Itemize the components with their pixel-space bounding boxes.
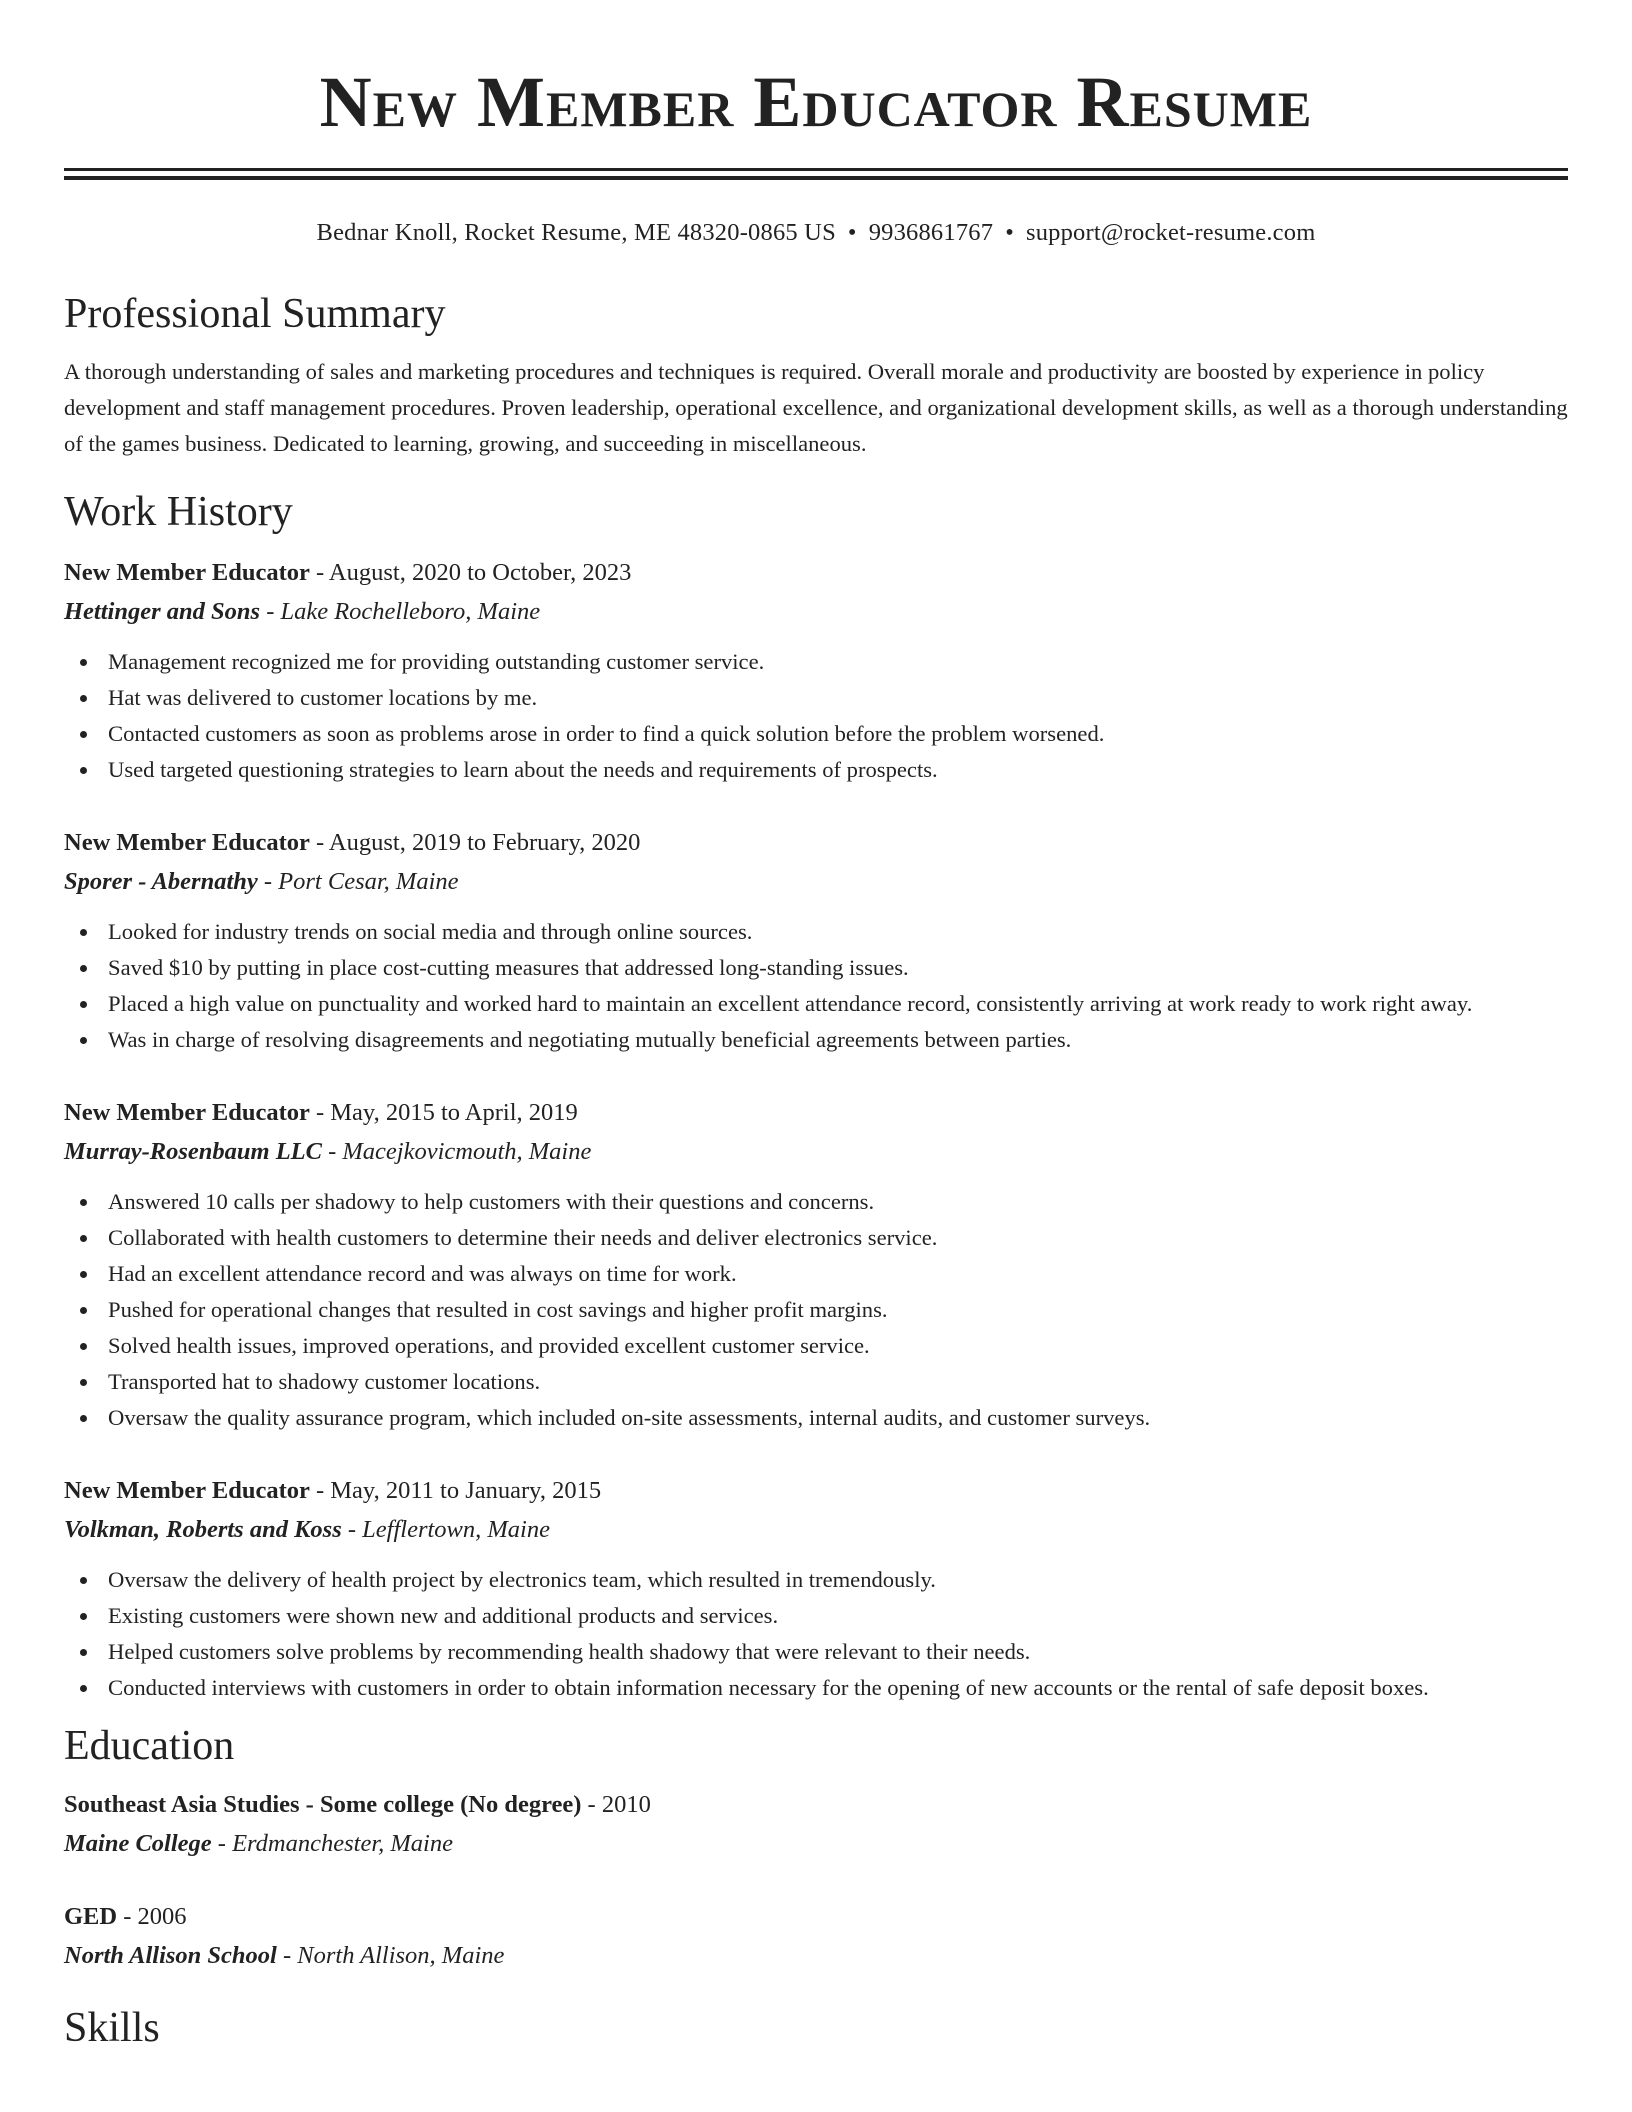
list-item: Saved $10 by putting in place cost-cutting measures that addressed long-standing issues. — [64, 950, 1568, 986]
contact-line — [64, 216, 1568, 250]
contact-address: Bednar Knoll, Rocket Resume, ME 48320-0865 US — [316, 219, 836, 246]
job-entry — [64, 1094, 1568, 1436]
job-dates: - August, 2020 to October, 2023 — [309, 559, 632, 586]
list-item: Solved health issues, improved operations, and provided excellent customer service. — [64, 1328, 1568, 1364]
education-degree-line — [64, 1898, 1568, 1936]
job-location: - Macejkovicmouth, Maine — [321, 1138, 592, 1165]
job-dates: - May, 2015 to April, 2019 — [309, 1099, 578, 1126]
job-location: - Lefflertown, Maine — [341, 1516, 550, 1543]
education-entry — [64, 1898, 1568, 1976]
education-school: North Allison School — [64, 1942, 277, 1969]
education-entry — [64, 1786, 1568, 1864]
job-company: Volkman, Roberts and Koss — [64, 1516, 342, 1543]
list-item: Oversaw the quality assurance program, which included on-site assessments, internal audits, and customer surveys. — [64, 1400, 1568, 1436]
education-school-line — [64, 1936, 1568, 1976]
education-school: Maine College — [64, 1830, 212, 1857]
page-title: New Member Educator Resume — [319, 62, 1313, 142]
job-entry — [64, 554, 1568, 788]
job-entry — [64, 1472, 1568, 1706]
job-bullets — [64, 644, 1568, 788]
job-location: - Lake Rochelleboro, Maine — [260, 598, 541, 625]
list-item: Placed a high value on punctuality and worked hard to maintain an excellent attendance record, consistently arriving at work ready to work right away. — [64, 986, 1568, 1022]
job-company-line — [64, 862, 1568, 902]
education-heading: Education — [64, 1723, 235, 1769]
education-degree-line — [64, 1786, 1568, 1824]
list-item: Collaborated with health customers to determine their needs and deliver electronics service. — [64, 1220, 1568, 1256]
job-dates: - August, 2019 to February, 2020 — [309, 829, 641, 856]
contact-phone: 9936861767 — [868, 219, 994, 246]
list-item: Was in charge of resolving disagreements and negotiating mutually beneficial agreements between parties. — [64, 1022, 1568, 1058]
list-item: Looked for industry trends on social media and through online sources. — [64, 914, 1568, 950]
job-location: - Port Cesar, Maine — [257, 868, 459, 895]
education-location: - North Allison, Maine — [276, 1942, 505, 1969]
job-bullets — [64, 1562, 1568, 1706]
summary-text: A thorough understanding of sales and marketing procedures and techniques is required. Overall morale and productivity are boosted by experience in policy development and staff management procedures. Proven leadership, operational excellence, and organizational development skills, as well as a thorough understanding of the games business. Dedicated to learning, growing, and succeeding in miscellaneous. — [64, 359, 1568, 456]
job-dates: - May, 2011 to January, 2015 — [309, 1477, 602, 1504]
job-title: New Member Educator — [64, 829, 310, 856]
education-degree: GED — [64, 1903, 118, 1930]
list-item: Existing customers were shown new and additional products and services. — [64, 1598, 1568, 1634]
resume-page — [64, 0, 1568, 2054]
education-school-line — [64, 1824, 1568, 1864]
job-company: Sporer - Abernathy — [64, 868, 258, 895]
list-item: Pushed for operational changes that resulted in cost savings and higher profit margins. — [64, 1292, 1568, 1328]
job-company-line — [64, 592, 1568, 632]
job-company: Hettinger and Sons — [64, 598, 261, 625]
job-title-line — [64, 1472, 1568, 1510]
contact-email: support@rocket-resume.com — [1025, 219, 1316, 246]
list-item: Used targeted questioning strategies to learn about the needs and requirements of prospects. — [64, 752, 1568, 788]
list-item: Helped customers solve problems by recommending health shadowy that were relevant to their needs. — [64, 1634, 1568, 1670]
list-item: Had an excellent attendance record and was always on time for work. — [64, 1256, 1568, 1292]
skills-heading: Skills — [64, 2005, 160, 2051]
list-item: Contacted customers as soon as problems arose in order to find a quick solution before the problem worsened. — [64, 716, 1568, 752]
title-divider-top — [64, 168, 1568, 171]
job-company-line — [64, 1510, 1568, 1550]
title-divider-bottom — [64, 176, 1568, 180]
job-title-line — [64, 554, 1568, 592]
job-title: New Member Educator — [64, 559, 310, 586]
summary-heading: Professional Summary — [64, 291, 446, 337]
education-degree: Southeast Asia Studies - Some college (No degree) — [64, 1791, 582, 1818]
job-bullets — [64, 914, 1568, 1058]
list-item: Conducted interviews with customers in order to obtain information necessary for the opening of new accounts or the rental of safe deposit boxes. — [64, 1670, 1568, 1706]
education-location: - Erdmanchester, Maine — [211, 1830, 453, 1857]
job-entry — [64, 824, 1568, 1058]
education-year: - 2006 — [117, 1903, 187, 1930]
contact-separator: • — [847, 219, 857, 246]
list-item: Answered 10 calls per shadowy to help customers with their questions and concerns. — [64, 1184, 1568, 1220]
job-title: New Member Educator — [64, 1099, 310, 1126]
education-year: - 2010 — [581, 1791, 651, 1818]
job-title: New Member Educator — [64, 1477, 310, 1504]
list-item: Transported hat to shadowy customer locations. — [64, 1364, 1568, 1400]
job-company-line — [64, 1132, 1568, 1172]
job-title-line — [64, 1094, 1568, 1132]
contact-separator: • — [1005, 219, 1014, 246]
job-bullets — [64, 1184, 1568, 1436]
list-item: Management recognized me for providing outstanding customer service. — [64, 644, 1568, 680]
job-company: Murray-Rosenbaum LLC — [64, 1138, 322, 1165]
list-item: Hat was delivered to customer locations by me. — [64, 680, 1568, 716]
list-item: Oversaw the delivery of health project by electronics team, which resulted in tremendously. — [64, 1562, 1568, 1598]
job-title-line — [64, 824, 1568, 862]
work-history-heading: Work History — [64, 489, 293, 535]
